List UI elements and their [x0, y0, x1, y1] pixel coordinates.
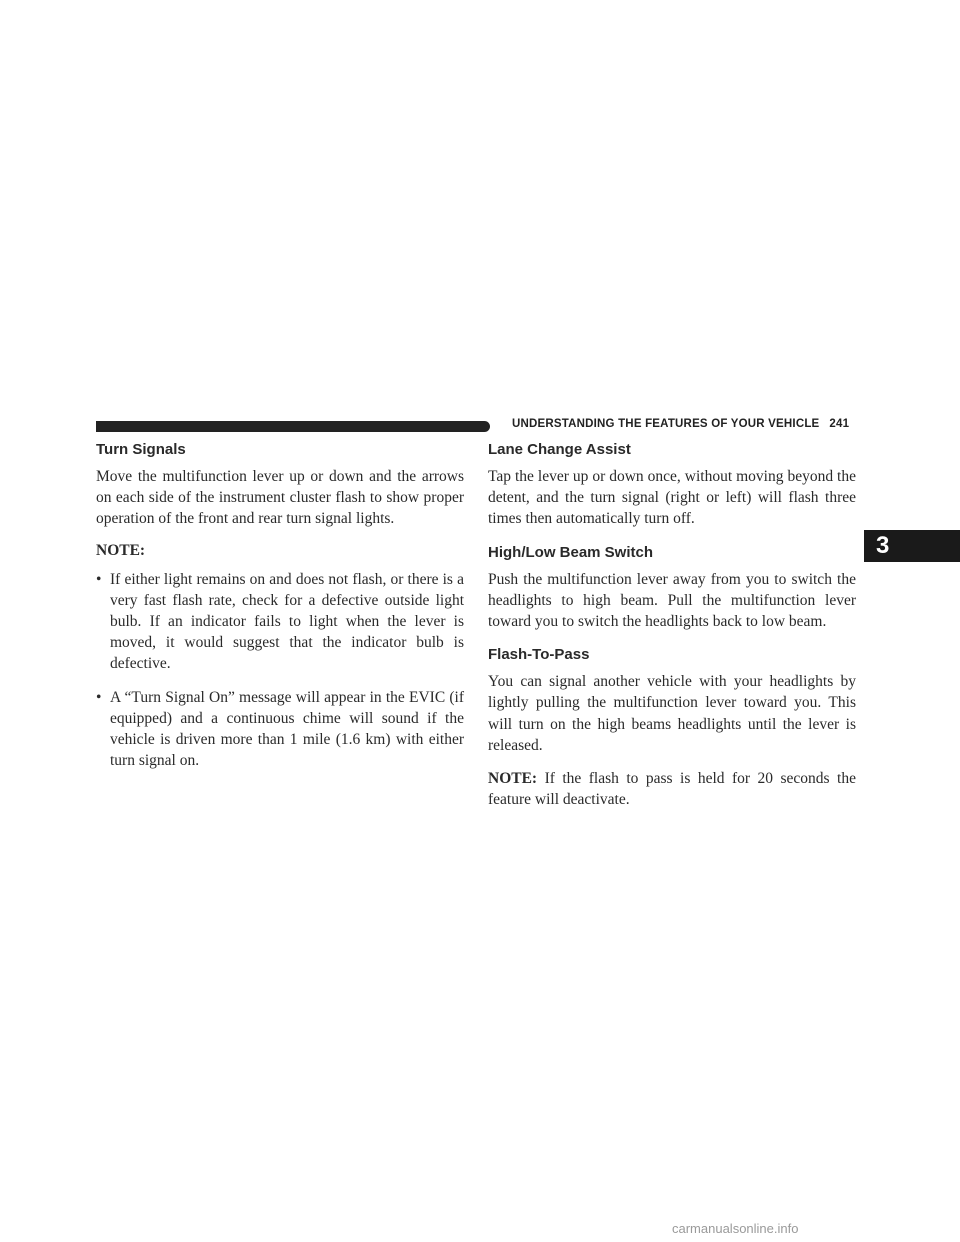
section-heading-high-low-beam-switch: High/Low Beam Switch [488, 543, 654, 561]
bullet-icon: • [96, 570, 102, 588]
note-bullet-text: If either light remains on and does not flash, or there is a very fast flash rate, check for a defective outside light bulb. If an indicator fails to light when the lever is moved, it would suggest that the indicator bulb is defective. [110, 570, 464, 673]
section-heading-turn-signals: Turn Signals [96, 441, 186, 458]
watermark: carmanualsonline.info [672, 1221, 799, 1236]
flash-to-pass-body: You can signal another vehicle with your headlights by lightly pulling the multifunction lever toward you. This will turn on the high beams headlights until the lever is released. [488, 673, 856, 754]
section-heading-lane-change-assist: Lane Change Assist [488, 441, 631, 458]
left-column [96, 441, 464, 783]
page-number: 241 [829, 418, 850, 430]
note-bullet-text: A “Turn Signal On” message will appear in the EVIC (if equipped) and a continuous chime will sound if the vehicle is driven more than 1 mile (1.6 km) with either turn signal on. [110, 688, 464, 770]
chapter-tab: 3 [864, 530, 960, 562]
right-column [488, 441, 856, 822]
flash-to-pass-note [488, 768, 856, 810]
section-heading-flash-to-pass: Flash-To-Pass [488, 646, 590, 664]
lane-change-assist-body: Tap the lever up or down once, without moving beyond the detent, and the turn signal (right or left) will flash three times then automatically turn off. [488, 468, 856, 528]
note-text: If the flash to pass is held for 20 seconds the feature will deactivate. [488, 770, 856, 809]
note-label: NOTE: [96, 541, 146, 559]
running-header [512, 418, 849, 430]
note-bullet-item [96, 569, 464, 675]
header-bar [96, 421, 490, 432]
turn-signals-intro: Move the multifunction lever up or down and the arrows on each side of the instrument cluster flash to show proper operation of the front and rear turn signal lights. [96, 468, 464, 528]
bullet-icon: • [96, 688, 102, 706]
note-label: NOTE: [488, 770, 538, 788]
header-title: UNDERSTANDING THE FEATURES OF YOUR VEHICLE [512, 418, 820, 430]
note-bullet-list [96, 569, 464, 772]
high-low-beam-switch-body: Push the multifunction lever away from you to switch the headlights to high beam. Pull the multifunction lever toward you to switch the headlights back to low beam. [488, 570, 856, 631]
note-bullet-item [96, 687, 464, 772]
